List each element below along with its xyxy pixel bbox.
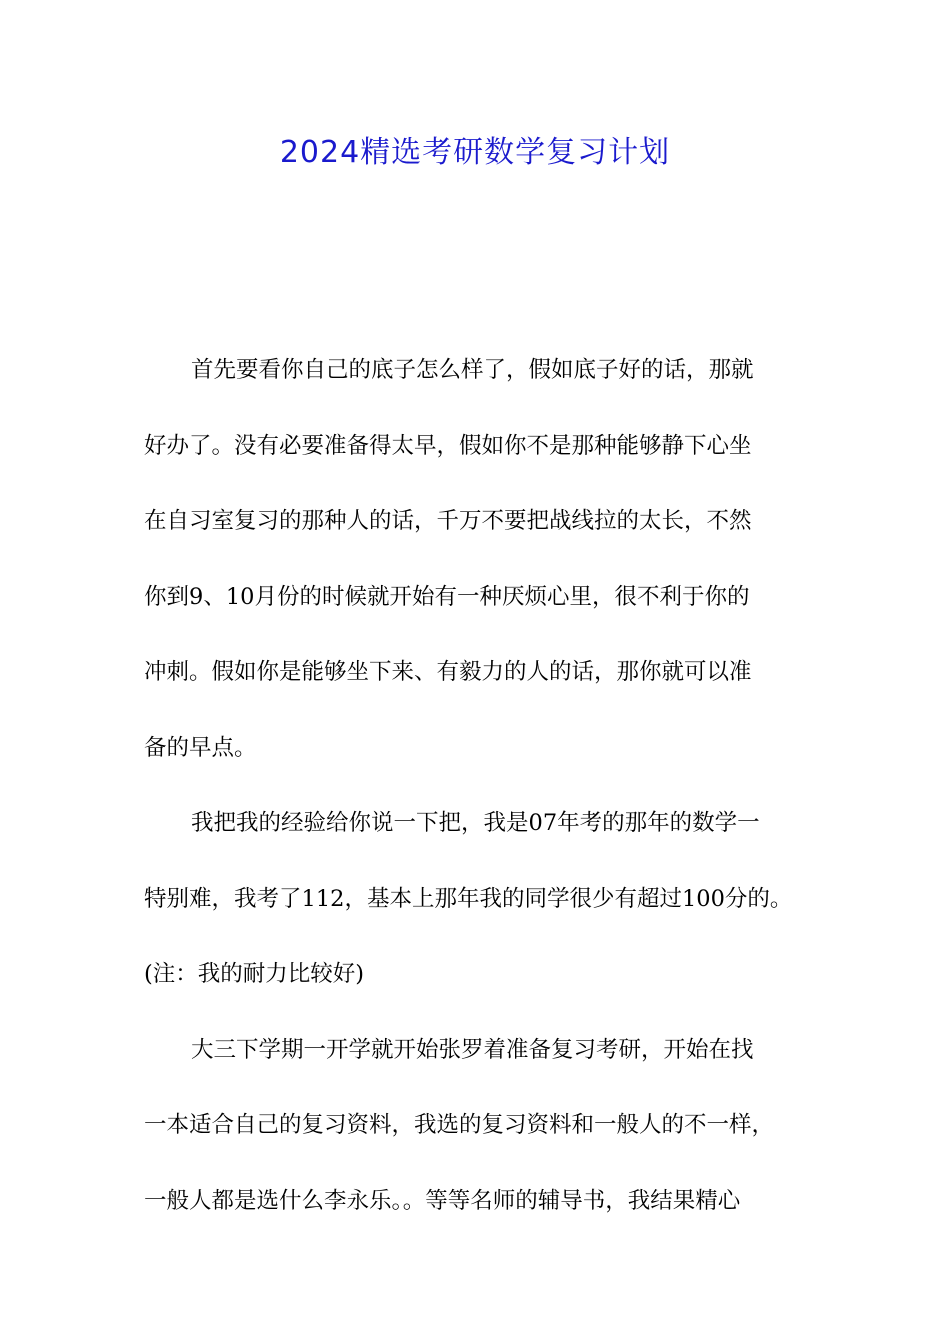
document-body	[144, 333, 808, 1239]
document-title: 2024精选考研数学复习计划	[279, 135, 671, 170]
text-line: 冲刺。假如你是能够坐下来、有毅力的人的话，那你就可以准	[144, 659, 752, 685]
text-line: 在自习室复习的那种人的话，千万不要把战线拉的太长，不然	[144, 508, 752, 534]
paragraph	[144, 786, 808, 1013]
text-line: 一本适合自己的复习资料，我选的复习资料和一般人的不一样，	[144, 1112, 775, 1138]
text-line: 特别难，我考了112，基本上那年我的同学很少有超过100分的。	[144, 885, 793, 912]
text-line: (注：我的耐力比较好)	[144, 961, 365, 987]
text-line: 你到9、10月份的时候就开始有一种厌烦心里，很不利于你的	[144, 583, 750, 610]
text-line: 大三下学期一开学就开始张罗着准备复习考研，开始在找	[191, 1036, 754, 1063]
paragraph	[144, 1013, 808, 1240]
paragraph	[144, 333, 808, 786]
text-line: 一般人都是选什么李永乐。。等等名师的辅导书，我结果精心	[144, 1187, 741, 1214]
text-line: 首先要看你自己的底子怎么样了，假如底子好的话，那就	[191, 357, 754, 383]
text-line: 好办了。没有必要准备得太早，假如你不是那种能够静下心坐	[144, 432, 752, 459]
text-line: 备的早点。	[144, 734, 257, 761]
text-line: 我把我的经验给你说一下把，我是07年考的那年的数学一	[191, 810, 760, 836]
